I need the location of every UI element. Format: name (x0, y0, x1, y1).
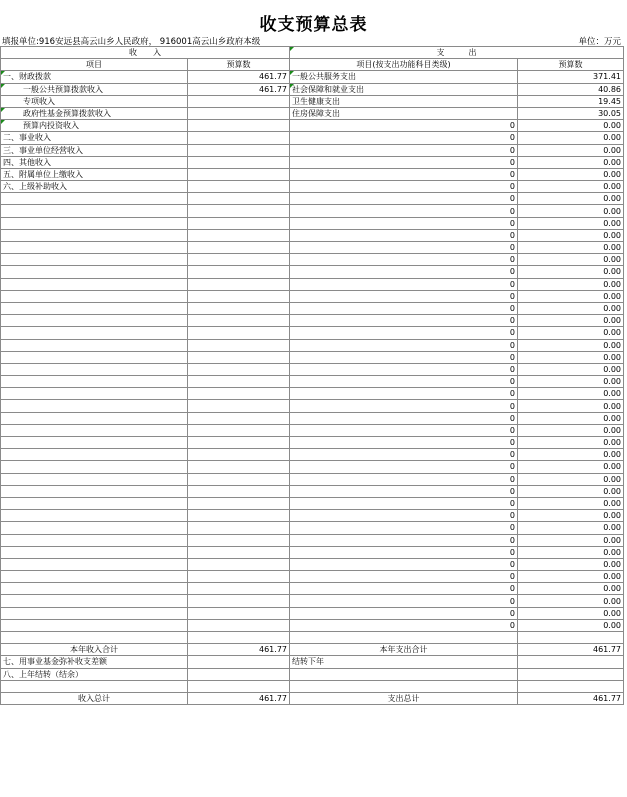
expense-item-cell[interactable]: 0 (290, 120, 518, 132)
expense-item-cell[interactable]: 0 (290, 363, 518, 375)
table-row (1, 205, 624, 217)
expense-budget-cell[interactable]: 0.00 (518, 424, 624, 436)
column-header-row (1, 59, 624, 71)
expense-item-cell[interactable]: 0 (290, 424, 518, 436)
empty-cell[interactable] (518, 632, 624, 644)
expense-budget-cell[interactable]: 0.00 (518, 156, 624, 168)
expense-budget-cell[interactable]: 0.00 (518, 558, 624, 570)
income-budget-cell[interactable] (188, 144, 290, 156)
expense-item-cell[interactable]: 0 (290, 132, 518, 144)
table-row (1, 302, 624, 314)
expense-item-cell[interactable]: 0 (290, 595, 518, 607)
empty-cell[interactable] (188, 632, 290, 644)
income-item-cell[interactable]: 六、上级补助收入 (1, 181, 188, 193)
table-row (1, 132, 624, 144)
income-budget-cell[interactable] (188, 485, 290, 497)
income-item-cell[interactable] (1, 571, 188, 583)
table-row (1, 632, 624, 644)
income-budget-cell[interactable] (188, 619, 290, 631)
income-item-cell[interactable] (1, 217, 188, 229)
income-budget-cell[interactable] (188, 461, 290, 473)
income-item-cell[interactable] (1, 437, 188, 449)
expense-budget-cell[interactable]: 30.05 (518, 107, 624, 119)
table-row (1, 510, 624, 522)
table-row (1, 193, 624, 205)
income-item-cell[interactable] (1, 400, 188, 412)
expense-budget-cell[interactable]: 0.00 (518, 266, 624, 278)
income-budget-cell[interactable] (188, 217, 290, 229)
income-budget-cell[interactable] (188, 546, 290, 558)
expense-item-cell[interactable]: 社会保障和就业支出 (290, 83, 518, 95)
income-item-cell[interactable] (1, 546, 188, 558)
table-row (1, 558, 624, 570)
income-budget-cell[interactable] (188, 327, 290, 339)
expense-budget-cell[interactable]: 0.00 (518, 546, 624, 558)
expense-budget-cell[interactable]: 0.00 (518, 534, 624, 546)
income-item-cell[interactable] (1, 193, 188, 205)
income-budget-cell[interactable] (188, 363, 290, 375)
table-row (1, 546, 624, 558)
income-budget-cell[interactable] (188, 107, 290, 119)
expense-item-cell[interactable]: 0 (290, 412, 518, 424)
table-row (1, 376, 624, 388)
income-budget-cell[interactable] (188, 351, 290, 363)
fund-balance-value[interactable] (188, 656, 290, 668)
table-row (1, 254, 624, 266)
expense-item-cell[interactable]: 0 (290, 461, 518, 473)
income-item-cell[interactable] (1, 339, 188, 351)
income-item-cell[interactable] (1, 619, 188, 631)
table-row (1, 144, 624, 156)
expense-item-cell[interactable]: 0 (290, 168, 518, 180)
prev-balance-label[interactable]: 八、上年结转（结余） (1, 668, 188, 680)
table-row (1, 266, 624, 278)
table-row (1, 583, 624, 595)
col-item-header[interactable]: 项目 (1, 59, 188, 71)
income-budget-cell[interactable] (188, 400, 290, 412)
expense-header[interactable]: 支 出 (290, 47, 624, 59)
income-item-cell[interactable] (1, 485, 188, 497)
carry-forward-label[interactable]: 结转下年 (290, 656, 518, 668)
income-item-cell[interactable] (1, 473, 188, 485)
table-row (1, 522, 624, 534)
grand-expense-label[interactable]: 支出总计 (290, 692, 518, 704)
expense-total-value[interactable]: 461.77 (518, 644, 624, 656)
expense-item-cell[interactable]: 住房保障支出 (290, 107, 518, 119)
income-budget-cell[interactable] (188, 156, 290, 168)
expense-item-cell[interactable]: 0 (290, 266, 518, 278)
income-budget-cell[interactable] (188, 95, 290, 107)
income-item-cell[interactable] (1, 302, 188, 314)
income-item-cell[interactable] (1, 583, 188, 595)
empty-cell[interactable] (290, 680, 518, 692)
income-budget-cell[interactable] (188, 534, 290, 546)
grand-expense-value[interactable]: 461.77 (518, 692, 624, 704)
income-budget-cell[interactable] (188, 522, 290, 534)
table-row (1, 181, 624, 193)
table-row (1, 412, 624, 424)
table-row (1, 327, 624, 339)
income-item-cell[interactable] (1, 497, 188, 509)
summary-row (1, 680, 624, 692)
expense-item-cell[interactable]: 0 (290, 351, 518, 363)
income-item-cell[interactable] (1, 242, 188, 254)
income-item-cell[interactable] (1, 351, 188, 363)
empty-cell[interactable] (1, 632, 188, 644)
empty-cell[interactable] (518, 680, 624, 692)
income-budget-cell[interactable] (188, 376, 290, 388)
income-item-cell[interactable] (1, 315, 188, 327)
expense-item-cell[interactable]: 0 (290, 205, 518, 217)
expense-item-cell[interactable]: 0 (290, 449, 518, 461)
expense-item-cell[interactable]: 0 (290, 522, 518, 534)
expense-budget-cell[interactable]: 19.45 (518, 95, 624, 107)
expense-budget-cell[interactable]: 0.00 (518, 595, 624, 607)
income-budget-cell[interactable] (188, 473, 290, 485)
expense-budget-cell[interactable]: 0.00 (518, 461, 624, 473)
table-row (1, 400, 624, 412)
expense-budget-cell[interactable]: 0.00 (518, 363, 624, 375)
income-budget-cell[interactable] (188, 412, 290, 424)
income-budget-cell[interactable] (188, 449, 290, 461)
col-budget-header[interactable]: 预算数 (188, 59, 290, 71)
income-item-cell[interactable] (1, 595, 188, 607)
expense-item-cell[interactable]: 0 (290, 302, 518, 314)
table-row (1, 217, 624, 229)
expense-item-cell[interactable]: 0 (290, 229, 518, 241)
expense-budget-cell[interactable]: 0.00 (518, 327, 624, 339)
expense-item-cell[interactable]: 0 (290, 473, 518, 485)
income-item-cell[interactable] (1, 607, 188, 619)
income-budget-cell[interactable] (188, 254, 290, 266)
expense-item-cell[interactable]: 0 (290, 290, 518, 302)
expense-item-cell[interactable]: 0 (290, 217, 518, 229)
expense-item-cell[interactable]: 0 (290, 437, 518, 449)
expense-budget-cell[interactable]: 0.00 (518, 571, 624, 583)
expense-budget-cell[interactable]: 0.00 (518, 242, 624, 254)
expense-item-cell[interactable]: 0 (290, 144, 518, 156)
empty-cell[interactable] (518, 668, 624, 680)
income-budget-cell[interactable] (188, 315, 290, 327)
amount-unit: 单位：万元 (578, 37, 621, 47)
income-budget-cell[interactable] (188, 571, 290, 583)
income-budget-cell[interactable] (188, 168, 290, 180)
table-row (1, 339, 624, 351)
fund-balance-label[interactable]: 七、用事业基金弥补收支差额 (1, 656, 188, 668)
table-row (1, 449, 624, 461)
expense-budget-cell[interactable]: 0.00 (518, 205, 624, 217)
summary-row (1, 668, 624, 680)
expense-budget-cell[interactable]: 0.00 (518, 376, 624, 388)
empty-cell[interactable] (188, 680, 290, 692)
income-budget-cell[interactable] (188, 339, 290, 351)
expense-budget-cell[interactable]: 0.00 (518, 339, 624, 351)
filler-unit: 填报单位:916安远县高云山乡人民政府， 916001高云山乡政府本级 (2, 37, 261, 47)
income-budget-cell[interactable]: 461.77 (188, 71, 290, 83)
table-row (1, 315, 624, 327)
expense-budget-cell[interactable]: 0.00 (518, 132, 624, 144)
expense-budget-cell[interactable]: 0.00 (518, 497, 624, 509)
income-budget-cell[interactable]: 461.77 (188, 83, 290, 95)
expense-budget-cell[interactable]: 0.00 (518, 181, 624, 193)
income-item-cell[interactable] (1, 522, 188, 534)
table-row (1, 534, 624, 546)
income-budget-cell[interactable] (188, 266, 290, 278)
income-budget-cell[interactable] (188, 388, 290, 400)
expense-budget-cell[interactable]: 0.00 (518, 144, 624, 156)
income-item-cell[interactable] (1, 363, 188, 375)
income-budget-cell[interactable] (188, 583, 290, 595)
expense-budget-cell[interactable]: 40.86 (518, 83, 624, 95)
income-item-cell[interactable]: 二、事业收入 (1, 132, 188, 144)
empty-cell[interactable] (1, 680, 188, 692)
table-row (1, 363, 624, 375)
table-row (1, 351, 624, 363)
income-item-cell[interactable] (1, 449, 188, 461)
expense-item-cell[interactable]: 0 (290, 242, 518, 254)
expense-item-cell[interactable]: 0 (290, 485, 518, 497)
income-budget-cell[interactable] (188, 437, 290, 449)
income-budget-cell[interactable] (188, 607, 290, 619)
income-item-cell[interactable]: 三、事业单位经营收入 (1, 144, 188, 156)
expense-budget-cell[interactable]: 0.00 (518, 388, 624, 400)
col-exp-item-header[interactable]: 项目(按支出功能科目类级) (290, 59, 518, 71)
income-item-cell[interactable] (1, 327, 188, 339)
expense-item-cell[interactable]: 0 (290, 254, 518, 266)
expense-item-cell[interactable]: 0 (290, 388, 518, 400)
budget-table (0, 46, 624, 705)
table-row (1, 497, 624, 509)
income-total-label[interactable]: 本年收入合计 (1, 644, 188, 656)
expense-budget-cell[interactable]: 0.00 (518, 400, 624, 412)
income-item-cell[interactable]: 一、财政拨款 (1, 71, 188, 83)
income-budget-cell[interactable] (188, 424, 290, 436)
table-row (1, 619, 624, 631)
expense-budget-cell[interactable]: 0.00 (518, 510, 624, 522)
expense-item-cell[interactable]: 0 (290, 156, 518, 168)
expense-item-cell[interactable]: 0 (290, 497, 518, 509)
summary-row (1, 644, 624, 656)
expense-budget-cell[interactable]: 0.00 (518, 168, 624, 180)
income-item-cell[interactable]: 专项收入 (1, 95, 188, 107)
income-budget-cell[interactable] (188, 302, 290, 314)
expense-budget-cell[interactable]: 0.00 (518, 278, 624, 290)
expense-item-cell[interactable]: 0 (290, 607, 518, 619)
income-item-cell[interactable] (1, 266, 188, 278)
income-budget-cell[interactable] (188, 290, 290, 302)
income-budget-cell[interactable] (188, 558, 290, 570)
income-item-cell[interactable] (1, 424, 188, 436)
income-budget-cell[interactable] (188, 229, 290, 241)
expense-item-cell[interactable]: 卫生健康支出 (290, 95, 518, 107)
expense-item-cell[interactable]: 0 (290, 571, 518, 583)
income-budget-cell[interactable] (188, 205, 290, 217)
table-row (1, 461, 624, 473)
empty-cell[interactable] (290, 668, 518, 680)
income-item-cell[interactable] (1, 278, 188, 290)
income-item-cell[interactable] (1, 412, 188, 424)
expense-item-cell[interactable]: 0 (290, 181, 518, 193)
expense-budget-cell[interactable]: 0.00 (518, 522, 624, 534)
expense-budget-cell[interactable]: 0.00 (518, 120, 624, 132)
expense-item-cell[interactable]: 0 (290, 510, 518, 522)
table-row (1, 571, 624, 583)
income-item-cell[interactable] (1, 205, 188, 217)
income-item-cell[interactable] (1, 558, 188, 570)
expense-budget-cell[interactable]: 0.00 (518, 193, 624, 205)
income-item-cell[interactable]: 一般公共预算拨款收入 (1, 83, 188, 95)
summary-row (1, 656, 624, 668)
table-row (1, 473, 624, 485)
expense-item-cell[interactable]: 0 (290, 376, 518, 388)
table-row (1, 71, 624, 83)
income-budget-cell[interactable] (188, 595, 290, 607)
expense-budget-cell[interactable]: 0.00 (518, 473, 624, 485)
expense-total-label[interactable]: 本年支出合计 (290, 644, 518, 656)
expense-item-cell[interactable]: 0 (290, 193, 518, 205)
income-item-cell[interactable] (1, 388, 188, 400)
income-item-cell[interactable] (1, 229, 188, 241)
income-item-cell[interactable]: 五、附属单位上缴收入 (1, 168, 188, 180)
table-row (1, 95, 624, 107)
expense-budget-cell[interactable]: 0.00 (518, 315, 624, 327)
table-row (1, 290, 624, 302)
page-title: 收支预算总表 (259, 15, 368, 35)
income-item-cell[interactable] (1, 534, 188, 546)
table-row (1, 242, 624, 254)
expense-budget-cell[interactable]: 371.41 (518, 71, 624, 83)
income-budget-cell[interactable] (188, 497, 290, 509)
income-budget-cell[interactable] (188, 510, 290, 522)
table-row (1, 388, 624, 400)
expense-budget-cell[interactable]: 0.00 (518, 583, 624, 595)
income-item-cell[interactable]: 政府性基金预算拨款收入 (1, 107, 188, 119)
expense-item-cell[interactable]: 0 (290, 400, 518, 412)
expense-budget-cell[interactable]: 0.00 (518, 449, 624, 461)
table-row (1, 229, 624, 241)
table-row (1, 120, 624, 132)
income-budget-cell[interactable] (188, 181, 290, 193)
expense-item-cell[interactable]: 0 (290, 534, 518, 546)
income-budget-cell[interactable] (188, 278, 290, 290)
expense-budget-cell[interactable]: 0.00 (518, 254, 624, 266)
income-budget-cell[interactable] (188, 242, 290, 254)
summary-row (1, 692, 624, 704)
table-row (1, 437, 624, 449)
table-row (1, 156, 624, 168)
expense-budget-cell[interactable]: 0.00 (518, 302, 624, 314)
empty-cell[interactable] (290, 632, 518, 644)
income-total-value[interactable]: 461.77 (188, 644, 290, 656)
grand-income-label[interactable]: 收入总计 (1, 692, 188, 704)
income-item-cell[interactable] (1, 254, 188, 266)
income-item-cell[interactable]: 四、其他收入 (1, 156, 188, 168)
table-row (1, 607, 624, 619)
table-row (1, 83, 624, 95)
expense-item-cell[interactable]: 0 (290, 327, 518, 339)
expense-budget-cell[interactable]: 0.00 (518, 412, 624, 424)
income-budget-cell[interactable] (188, 193, 290, 205)
section-header-row (1, 47, 624, 59)
carry-forward-value[interactable] (518, 656, 624, 668)
income-item-cell[interactable] (1, 376, 188, 388)
expense-item-cell[interactable]: 0 (290, 339, 518, 351)
expense-item-cell[interactable]: 0 (290, 315, 518, 327)
income-header[interactable]: 收 入 (1, 47, 290, 59)
income-budget-cell[interactable] (188, 120, 290, 132)
expense-budget-cell[interactable]: 0.00 (518, 619, 624, 631)
table-row (1, 168, 624, 180)
table-row (1, 485, 624, 497)
prev-balance-value[interactable] (188, 668, 290, 680)
table-row (1, 278, 624, 290)
expense-budget-cell[interactable]: 0.00 (518, 607, 624, 619)
income-item-cell[interactable]: 预算内投资收入 (1, 120, 188, 132)
income-item-cell[interactable] (1, 290, 188, 302)
income-item-cell[interactable] (1, 510, 188, 522)
expense-budget-cell[interactable]: 0.00 (518, 290, 624, 302)
expense-item-cell[interactable]: 0 (290, 278, 518, 290)
expense-budget-cell[interactable]: 0.00 (518, 229, 624, 241)
expense-budget-cell[interactable]: 0.00 (518, 485, 624, 497)
expense-item-cell[interactable]: 0 (290, 558, 518, 570)
table-row (1, 595, 624, 607)
expense-budget-cell[interactable]: 0.00 (518, 351, 624, 363)
grand-income-value[interactable]: 461.77 (188, 692, 290, 704)
expense-item-cell[interactable]: 一般公共服务支出 (290, 71, 518, 83)
expense-item-cell[interactable]: 0 (290, 546, 518, 558)
expense-budget-cell[interactable]: 0.00 (518, 437, 624, 449)
expense-item-cell[interactable]: 0 (290, 583, 518, 595)
income-budget-cell[interactable] (188, 132, 290, 144)
expense-item-cell[interactable]: 0 (290, 619, 518, 631)
col-exp-budget-header[interactable]: 预算数 (518, 59, 624, 71)
income-item-cell[interactable] (1, 461, 188, 473)
table-row (1, 424, 624, 436)
expense-budget-cell[interactable]: 0.00 (518, 217, 624, 229)
table-row (1, 107, 624, 119)
